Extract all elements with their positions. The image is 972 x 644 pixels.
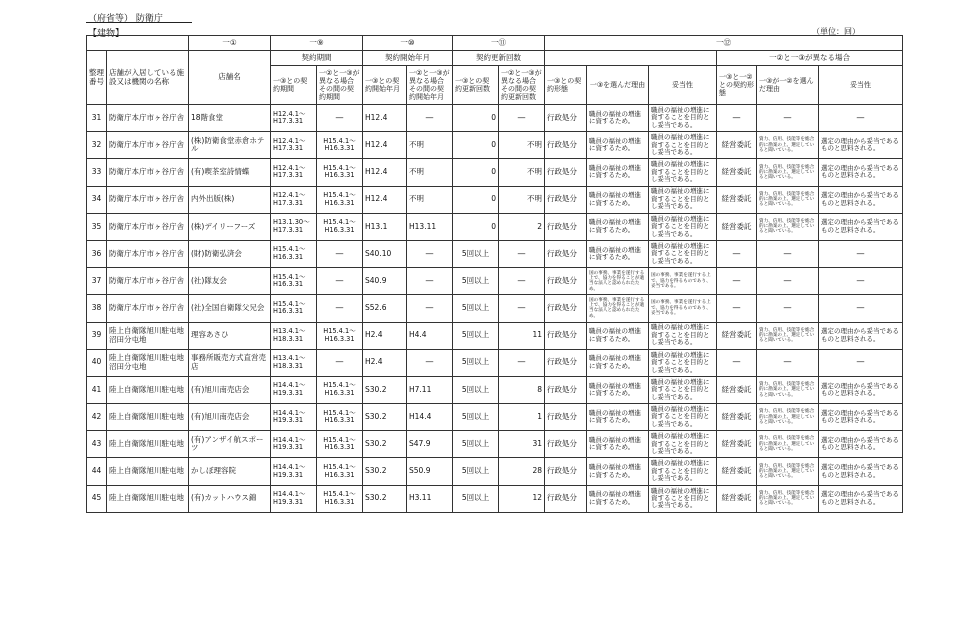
- header-diff-case: 一②と一③が異なる場合: [717, 51, 903, 66]
- contract-period-3: H12.4.1～H17.3.31: [271, 186, 317, 213]
- row-number: 40: [87, 349, 107, 376]
- validity-note: 国の事務、事業を遂行する上で、協力を得るものであり、妥当である。: [649, 268, 717, 295]
- renewal-count-3: 0: [453, 159, 499, 186]
- selection-reason: 職員の福祉の増進に資するため。: [587, 240, 649, 267]
- facility-name: 陸上自衛隊旭川駐屯地: [107, 376, 189, 403]
- validity-note-2: 選定の理由から妥当であるものと思料される。: [819, 458, 903, 485]
- contract-period-3: H15.4.1～H16.3.31: [271, 240, 317, 267]
- contract-form: 行政処分: [545, 159, 587, 186]
- renewal-count-2: ―: [499, 105, 545, 132]
- contract-form-2: 経営委託: [717, 431, 757, 458]
- header-c2-form: 一③と一②との契約形態: [717, 66, 757, 105]
- store-name: 理容あさひ: [189, 322, 271, 349]
- contract-start-2: H7.11: [407, 376, 453, 403]
- contract-form: 行政処分: [545, 240, 587, 267]
- row-number: 41: [87, 376, 107, 403]
- validity-note: 職員の福祉の増進に資することを目的とし妥当である。: [649, 485, 717, 512]
- facility-name: 陸上自衛隊旭川駐屯地: [107, 485, 189, 512]
- header-blank-2: [545, 51, 717, 66]
- validity-note: 職員の福祉の増進に資することを目的とし妥当である。: [649, 404, 717, 431]
- renewal-count-3: 5回以上: [453, 404, 499, 431]
- contract-form: 行政処分: [545, 186, 587, 213]
- contract-form: 行政処分: [545, 349, 587, 376]
- header-group-11: 一⑪: [453, 36, 545, 51]
- contract-start-3: S40.10: [363, 240, 407, 267]
- header-seq: 整理番号: [87, 51, 107, 105]
- contract-form-2: ―: [717, 295, 757, 322]
- row-number: 38: [87, 295, 107, 322]
- contract-period-2: H15.4.1～H16.3.31: [317, 322, 363, 349]
- selection-reason: 職員の福祉の増進に資するため。: [587, 105, 649, 132]
- facility-name: 防衛庁本庁市ヶ谷庁舎: [107, 240, 189, 267]
- contract-form-2: 経営委託: [717, 404, 757, 431]
- facility-name: 防衛庁本庁市ヶ谷庁舎: [107, 159, 189, 186]
- row-number: 34: [87, 186, 107, 213]
- row-number: 33: [87, 159, 107, 186]
- renewal-count-3: 5回以上: [453, 349, 499, 376]
- row-number: 36: [87, 240, 107, 267]
- validity-note: 職員の福祉の増進に資することを目的とし妥当である。: [649, 431, 717, 458]
- row-number: 39: [87, 322, 107, 349]
- store-name: 内外出版(株): [189, 186, 271, 213]
- renewal-count-2: 不明: [499, 159, 545, 186]
- facility-name: 防衛庁本庁市ヶ谷庁舎: [107, 295, 189, 322]
- facility-name: 陸上自衛隊旭川駐屯地: [107, 458, 189, 485]
- row-number: 32: [87, 132, 107, 159]
- selection-reason-2: 資力、信用、技能等を総合的に勘案の上、選定していると聞いている。: [757, 213, 819, 240]
- contract-form: 行政処分: [545, 295, 587, 322]
- contract-form-2: 経営委託: [717, 322, 757, 349]
- validity-note-2: 選定の理由から妥当であるものと思料される。: [819, 186, 903, 213]
- org-underline: [86, 22, 192, 23]
- contract-form: 行政処分: [545, 404, 587, 431]
- contract-start-3: H12.4: [363, 186, 407, 213]
- header-c2-reason: 一③が一②を選んだ理由: [757, 66, 819, 105]
- contract-start-2: ―: [407, 105, 453, 132]
- row-number: 42: [87, 404, 107, 431]
- contract-period-2: H15.4.1～H16.3.31: [317, 485, 363, 512]
- contract-period-2: ―: [317, 349, 363, 376]
- selection-reason: 国の事務、事業を遂行する上で、協力を得ることが適当な法人と認められたため。: [587, 295, 649, 322]
- store-name: (株)防衛食堂赤倉ホテル: [189, 132, 271, 159]
- contract-start-3: H12.4: [363, 132, 407, 159]
- contract-period-3: H15.4.1～H16.3.31: [271, 268, 317, 295]
- validity-note-2: ―: [819, 268, 903, 295]
- contract-start-2: ―: [407, 349, 453, 376]
- selection-reason-2: 資力、信用、技能等を総合的に勘案の上、選定していると聞いている。: [757, 376, 819, 403]
- selection-reason: 職員の福祉の増進に資するため。: [587, 485, 649, 512]
- contract-form-2: ―: [717, 268, 757, 295]
- validity-note: 職員の福祉の増進に資することを目的とし妥当である。: [649, 186, 717, 213]
- contract-period-2: ―: [317, 295, 363, 322]
- selection-reason: 職員の福祉の増進に資するため。: [587, 186, 649, 213]
- contract-period-3: H14.4.1～H19.3.31: [271, 404, 317, 431]
- header-store: 店舗名: [189, 51, 271, 105]
- contract-period-2: ―: [317, 268, 363, 295]
- table-row: [87, 213, 903, 240]
- selection-reason-2: 資力、信用、技能等を総合的に勘案の上、選定していると聞いている。: [757, 485, 819, 512]
- table-row: [87, 295, 903, 322]
- table-row: [87, 132, 903, 159]
- contract-form: 行政処分: [545, 213, 587, 240]
- validity-note: 国の事務、事業を遂行する上で、協力を得るものであり、妥当である。: [649, 295, 717, 322]
- selection-reason-2: 資力、信用、技能等を総合的に勘案の上、選定していると聞いている。: [757, 159, 819, 186]
- header-group-9: 一⑨: [271, 36, 363, 51]
- contract-start-3: S30.2: [363, 404, 407, 431]
- renewal-count-3: 0: [453, 105, 499, 132]
- renewal-count-3: 5回以上: [453, 295, 499, 322]
- facility-name: 陸上自衛隊旭川駐屯地: [107, 431, 189, 458]
- contract-start-2: 不明: [407, 132, 453, 159]
- selection-reason-2: 資力、信用、技能等を総合的に勘案の上、選定していると聞いている。: [757, 431, 819, 458]
- renewal-count-3: 5回以上: [453, 485, 499, 512]
- contract-start-2: S47.9: [407, 431, 453, 458]
- contract-form-2: 経営委託: [717, 485, 757, 512]
- renewal-count-2: 31: [499, 431, 545, 458]
- table-row: [87, 404, 903, 431]
- contract-form-2: 経営委託: [717, 213, 757, 240]
- header-c2-start: 一②と一③が異なる場合その間の契約開始年月: [407, 66, 453, 105]
- renewal-count-2: ―: [499, 240, 545, 267]
- selection-reason-2: ―: [757, 240, 819, 267]
- contract-form-2: 経営委託: [717, 132, 757, 159]
- row-number: 45: [87, 485, 107, 512]
- contract-period-2: H15.4.1～H16.3.31: [317, 132, 363, 159]
- contract-start-2: H4.4: [407, 322, 453, 349]
- facility-name: 陸上自衛隊旭川駐屯地沼田分屯地: [107, 349, 189, 376]
- contract-period-2: ―: [317, 240, 363, 267]
- contract-start-3: S30.2: [363, 376, 407, 403]
- contract-form-2: ―: [717, 240, 757, 267]
- renewal-count-3: 5回以上: [453, 458, 499, 485]
- header-c3-renew: 一③との契約更新回数: [453, 66, 499, 105]
- contract-start-3: S30.2: [363, 458, 407, 485]
- table-row: [87, 105, 903, 132]
- store-name: (社)全国自衛隊父兄会: [189, 295, 271, 322]
- facility-name: 陸上自衛隊旭川駐屯地沼田分屯地: [107, 322, 189, 349]
- renewal-count-2: 不明: [499, 132, 545, 159]
- contract-period-3: H14.4.1～H19.3.31: [271, 431, 317, 458]
- selection-reason: 国の事務、事業を遂行する上で、協力を得ることが適当な法人と認められたため。: [587, 268, 649, 295]
- contract-start-2: H14.4: [407, 404, 453, 431]
- contract-form: 行政処分: [545, 322, 587, 349]
- contract-form-2: 経営委託: [717, 186, 757, 213]
- contract-start-3: H12.4: [363, 105, 407, 132]
- selection-reason-2: 資力、信用、技能等を総合的に勘案の上、選定していると聞いている。: [757, 186, 819, 213]
- store-name: (有)旭川南売店会: [189, 404, 271, 431]
- selection-reason: 職員の福祉の増進に資するため。: [587, 376, 649, 403]
- renewal-count-3: 5回以上: [453, 240, 499, 267]
- contracts-table: [86, 35, 903, 513]
- contract-period-3: H13.4.1～H18.3.31: [271, 322, 317, 349]
- facility-name: 陸上自衛隊旭川駐屯地: [107, 404, 189, 431]
- category-label: 【建物】: [88, 29, 125, 39]
- selection-reason: 職員の福祉の増進に資するため。: [587, 349, 649, 376]
- header-contract-period: 契約期間: [271, 51, 363, 66]
- facility-name: 防衛庁本庁市ヶ谷庁舎: [107, 268, 189, 295]
- table-row: [87, 376, 903, 403]
- validity-note: 職員の福祉の増進に資することを目的とし妥当である。: [649, 105, 717, 132]
- validity-note-2: 選定の理由から妥当であるものと思料される。: [819, 404, 903, 431]
- table-row: [87, 485, 903, 512]
- header-group-10: 一⑩: [363, 36, 453, 51]
- selection-reason: 職員の福祉の増進に資するため。: [587, 159, 649, 186]
- validity-note: 職員の福祉の増進に資することを目的とし妥当である。: [649, 458, 717, 485]
- contract-period-3: H12.4.1～H17.3.31: [271, 159, 317, 186]
- renewal-count-2: 1: [499, 404, 545, 431]
- contract-period-3: H12.4.1～H17.3.31: [271, 105, 317, 132]
- validity-note: 職員の福祉の増進に資することを目的とし妥当である。: [649, 213, 717, 240]
- table-row: [87, 322, 903, 349]
- header-facility: 店舗が入居している施設又は機関の名称: [107, 51, 189, 105]
- row-number: 44: [87, 458, 107, 485]
- validity-note: 職員の福祉の増進に資することを目的とし妥当である。: [649, 349, 717, 376]
- contract-period-3: H14.4.1～H19.3.31: [271, 485, 317, 512]
- contract-start-2: ―: [407, 240, 453, 267]
- header-group-12: 一⑫: [545, 36, 903, 51]
- header-contract-start: 契約開始年月: [363, 51, 453, 66]
- facility-name: 防衛庁本庁市ヶ谷庁舎: [107, 132, 189, 159]
- row-number: 35: [87, 213, 107, 240]
- contract-period-3: H12.4.1～H17.3.31: [271, 132, 317, 159]
- renewal-count-3: 0: [453, 186, 499, 213]
- facility-name: 防衛庁本庁市ヶ谷庁舎: [107, 186, 189, 213]
- store-name: (社)隊友会: [189, 268, 271, 295]
- selection-reason: 職員の福祉の増進に資するため。: [587, 132, 649, 159]
- contract-start-2: S50.9: [407, 458, 453, 485]
- renewal-count-2: 2: [499, 213, 545, 240]
- validity-note-2: 選定の理由から妥当であるものと思料される。: [819, 376, 903, 403]
- renewal-count-2: 11: [499, 322, 545, 349]
- contract-period-2: H15.4.1～H16.3.31: [317, 404, 363, 431]
- contract-form: 行政処分: [545, 268, 587, 295]
- validity-note-2: 選定の理由から妥当であるものと思料される。: [819, 132, 903, 159]
- selection-reason-2: ―: [757, 295, 819, 322]
- renewal-count-2: ―: [499, 268, 545, 295]
- contract-start-3: H2.4: [363, 349, 407, 376]
- table-row: [87, 268, 903, 295]
- contract-period-2: H15.4.1～H16.3.31: [317, 186, 363, 213]
- contract-form-2: 経営委託: [717, 159, 757, 186]
- contract-form-2: ―: [717, 105, 757, 132]
- facility-name: 防衛庁本庁市ヶ谷庁舎: [107, 213, 189, 240]
- header-c2-renew: 一②と一③が異なる場合その間の契約更新回数: [499, 66, 545, 105]
- selection-reason: 職員の福祉の増進に資するため。: [587, 458, 649, 485]
- selection-reason-2: 資力、信用、技能等を総合的に勘案の上、選定していると聞いている。: [757, 458, 819, 485]
- renewal-count-3: 5回以上: [453, 376, 499, 403]
- contract-form-2: ―: [717, 349, 757, 376]
- selection-reason: 職員の福祉の増進に資するため。: [587, 213, 649, 240]
- header-validity: 妥当性: [649, 66, 717, 105]
- contract-start-3: S40.9: [363, 268, 407, 295]
- selection-reason-2: 資力、信用、技能等を総合的に勘案の上、選定していると聞いている。: [757, 132, 819, 159]
- row-number: 37: [87, 268, 107, 295]
- contract-period-3: H14.4.1～H19.3.31: [271, 458, 317, 485]
- selection-reason-2: ―: [757, 349, 819, 376]
- header-reason: 一③を選んだ理由: [587, 66, 649, 105]
- contract-start-3: H12.4: [363, 159, 407, 186]
- header-group-1: 一①: [189, 36, 271, 51]
- contract-start-2: H13.11: [407, 213, 453, 240]
- renewal-count-3: 5回以上: [453, 268, 499, 295]
- selection-reason-2: 資力、信用、技能等を総合的に勘案の上、選定していると聞いている。: [757, 322, 819, 349]
- header-c3-start: 一③との契約開始年月: [363, 66, 407, 105]
- contract-start-3: H13.1: [363, 213, 407, 240]
- contract-start-3: S30.2: [363, 431, 407, 458]
- renewal-count-3: 5回以上: [453, 431, 499, 458]
- validity-note-2: ―: [819, 349, 903, 376]
- row-number: 43: [87, 431, 107, 458]
- contract-start-3: S30.2: [363, 485, 407, 512]
- contract-start-3: H2.4: [363, 322, 407, 349]
- contract-period-2: H15.4.1～H16.3.31: [317, 458, 363, 485]
- renewal-count-3: 5回以上: [453, 322, 499, 349]
- validity-note: 職員の福祉の増進に資することを目的とし妥当である。: [649, 132, 717, 159]
- store-name: (有)喫茶室詩情蝶: [189, 159, 271, 186]
- contract-period-2: H15.4.1～H16.3.31: [317, 376, 363, 403]
- contract-start-2: H3.11: [407, 485, 453, 512]
- validity-note-2: ―: [819, 105, 903, 132]
- renewal-count-2: ―: [499, 349, 545, 376]
- validity-note-2: ―: [819, 240, 903, 267]
- contract-start-2: 不明: [407, 186, 453, 213]
- selection-reason: 職員の福祉の増進に資するため。: [587, 431, 649, 458]
- contract-form: 行政処分: [545, 485, 587, 512]
- contract-period-3: H13.1.30～H17.3.31: [271, 213, 317, 240]
- table-row: [87, 186, 903, 213]
- renewal-count-2: 12: [499, 485, 545, 512]
- org-title: （府省等） 防衛庁: [88, 14, 163, 24]
- contract-form: 行政処分: [545, 431, 587, 458]
- contract-period-3: H15.4.1～H16.3.31: [271, 295, 317, 322]
- store-name: 18階食堂: [189, 105, 271, 132]
- validity-note: 職員の福祉の増進に資することを目的とし妥当である。: [649, 376, 717, 403]
- facility-name: 防衛庁本庁市ヶ谷庁舎: [107, 105, 189, 132]
- contract-form: 行政処分: [545, 132, 587, 159]
- contract-period-3: H14.4.1～H19.3.31: [271, 376, 317, 403]
- table-row: [87, 240, 903, 267]
- validity-note-2: 選定の理由から妥当であるものと思料される。: [819, 322, 903, 349]
- contract-form: 行政処分: [545, 105, 587, 132]
- store-name: かしぼ理容院: [189, 458, 271, 485]
- contract-start-2: ―: [407, 295, 453, 322]
- header-c2-period: 一②と一③が異なる場合その間の契約期間: [317, 66, 363, 105]
- renewal-count-2: 8: [499, 376, 545, 403]
- contract-period-2: H15.4.1～H16.3.31: [317, 159, 363, 186]
- selection-reason-2: ―: [757, 268, 819, 295]
- row-number: 31: [87, 105, 107, 132]
- validity-note-2: 選定の理由から妥当であるものと思料される。: [819, 213, 903, 240]
- table-row: [87, 349, 903, 376]
- selection-reason-2: 資力、信用、技能等を総合的に勘案の上、選定していると聞いている。: [757, 404, 819, 431]
- validity-note-2: 選定の理由から妥当であるものと思料される。: [819, 159, 903, 186]
- store-name: (財)防衛弘済会: [189, 240, 271, 267]
- contract-period-2: H15.4.1～H16.3.31: [317, 431, 363, 458]
- validity-note: 職員の福祉の増進に資することを目的とし妥当である。: [649, 240, 717, 267]
- renewal-count-2: 28: [499, 458, 545, 485]
- renewal-count-2: 不明: [499, 186, 545, 213]
- contract-start-2: 不明: [407, 159, 453, 186]
- table-row: [87, 159, 903, 186]
- header-c3-form: 一③との契約形態: [545, 66, 587, 105]
- contract-period-3: H13.4.1～H18.3.31: [271, 349, 317, 376]
- header-blank: [87, 36, 189, 51]
- contract-period-2: H15.4.1～H16.3.31: [317, 213, 363, 240]
- table-row: [87, 458, 903, 485]
- contract-start-3: S52.6: [363, 295, 407, 322]
- contract-period-2: ―: [317, 105, 363, 132]
- header-c2-validity: 妥当性: [819, 66, 903, 105]
- header-c3-period: 一③との契約期間: [271, 66, 317, 105]
- store-name: (有)カットハウス錦: [189, 485, 271, 512]
- renewal-count-3: 0: [453, 132, 499, 159]
- table-row: [87, 431, 903, 458]
- contract-form-2: 経営委託: [717, 376, 757, 403]
- contract-form: 行政処分: [545, 458, 587, 485]
- store-name: 事務所販売方式直営売店: [189, 349, 271, 376]
- selection-reason-2: ―: [757, 105, 819, 132]
- renewal-count-2: ―: [499, 295, 545, 322]
- contract-form-2: 経営委託: [717, 458, 757, 485]
- validity-note-2: 選定の理由から妥当であるものと思料される。: [819, 485, 903, 512]
- validity-note-2: 選定の理由から妥当であるものと思料される。: [819, 431, 903, 458]
- validity-note: 職員の福祉の増進に資することを目的とし妥当である。: [649, 322, 717, 349]
- store-name: (有)アンザイ航スポーツ: [189, 431, 271, 458]
- unit-label: （単位：回）: [812, 27, 860, 36]
- store-name: (株)デイリーフーズ: [189, 213, 271, 240]
- selection-reason: 職員の福祉の増進に資するため。: [587, 322, 649, 349]
- header-renewal-count: 契約更新回数: [453, 51, 545, 66]
- contract-form: 行政処分: [545, 376, 587, 403]
- renewal-count-3: 0: [453, 213, 499, 240]
- selection-reason: 職員の福祉の増進に資するため。: [587, 404, 649, 431]
- validity-note: 職員の福祉の増進に資することを目的とし妥当である。: [649, 159, 717, 186]
- store-name: (有)旭川南売店会: [189, 376, 271, 403]
- validity-note-2: ―: [819, 295, 903, 322]
- contract-start-2: ―: [407, 268, 453, 295]
